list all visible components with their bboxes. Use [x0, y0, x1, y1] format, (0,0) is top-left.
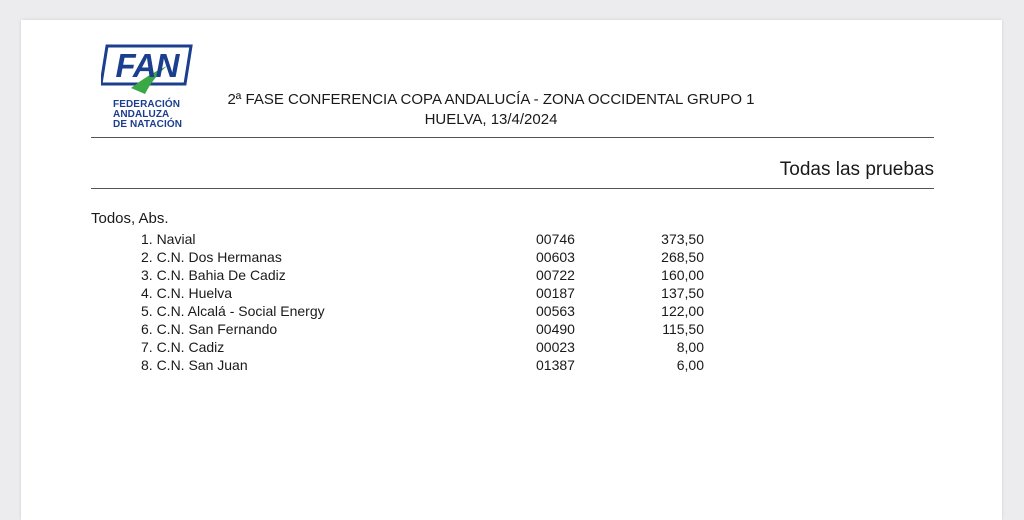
subtitle: Todas las pruebas — [779, 159, 934, 180]
results-list — [21, 230, 1002, 374]
logo-letters: FAN — [115, 47, 179, 84]
category-label: Todos, Abs. — [91, 210, 169, 227]
team-code: 00563 — [536, 303, 575, 319]
team-code: 00722 — [536, 267, 575, 283]
logo-line-2: ANDALUZA — [113, 109, 170, 120]
result-row — [21, 320, 1002, 338]
team-points: 137,50 — [661, 285, 704, 301]
team-points: 373,50 — [661, 231, 704, 247]
team-points: 122,00 — [661, 303, 704, 319]
divider — [91, 188, 934, 189]
team-points: 160,00 — [661, 267, 704, 283]
result-row — [21, 230, 1002, 248]
team-name: 5. C.N. Alcalá - Social Energy — [141, 303, 325, 319]
location-date: HUELVA, 13/4/2024 — [424, 111, 558, 128]
team-points: 8,00 — [676, 339, 704, 355]
header — [171, 90, 811, 130]
logo-line-3: DE NATACIÓN — [113, 119, 183, 130]
document-page — [21, 20, 1002, 520]
team-name: 2. C.N. Dos Hermanas — [141, 249, 282, 265]
result-row — [21, 356, 1002, 374]
team-points: 268,50 — [661, 249, 704, 265]
team-points: 115,50 — [662, 321, 704, 337]
team-code: 01387 — [536, 357, 575, 373]
result-row — [21, 302, 1002, 320]
team-code: 00746 — [536, 231, 575, 247]
result-row — [21, 266, 1002, 284]
divider — [91, 137, 934, 138]
team-code: 00187 — [536, 285, 575, 301]
result-row — [21, 284, 1002, 302]
team-code: 00603 — [536, 249, 575, 265]
team-name: 1. Navial — [141, 231, 196, 247]
team-name: 6. C.N. San Fernando — [141, 321, 278, 337]
result-row — [21, 248, 1002, 266]
team-name: 4. C.N. Huelva — [141, 285, 233, 301]
result-row — [21, 338, 1002, 356]
team-code: 00490 — [536, 321, 575, 337]
team-points: 6,00 — [676, 357, 704, 373]
team-name: 8. C.N. San Juan — [141, 357, 248, 373]
team-name: 3. C.N. Bahia De Cadiz — [141, 267, 286, 283]
competition-title: 2ª FASE CONFERENCIA COPA ANDALUCÍA - ZONA OCCIDENTAL GRUPO 1 — [227, 91, 755, 108]
team-name: 7. C.N. Cadiz — [141, 339, 225, 355]
team-code: 00023 — [536, 339, 575, 355]
logo-line-1: FEDERACIÓN — [113, 99, 181, 110]
